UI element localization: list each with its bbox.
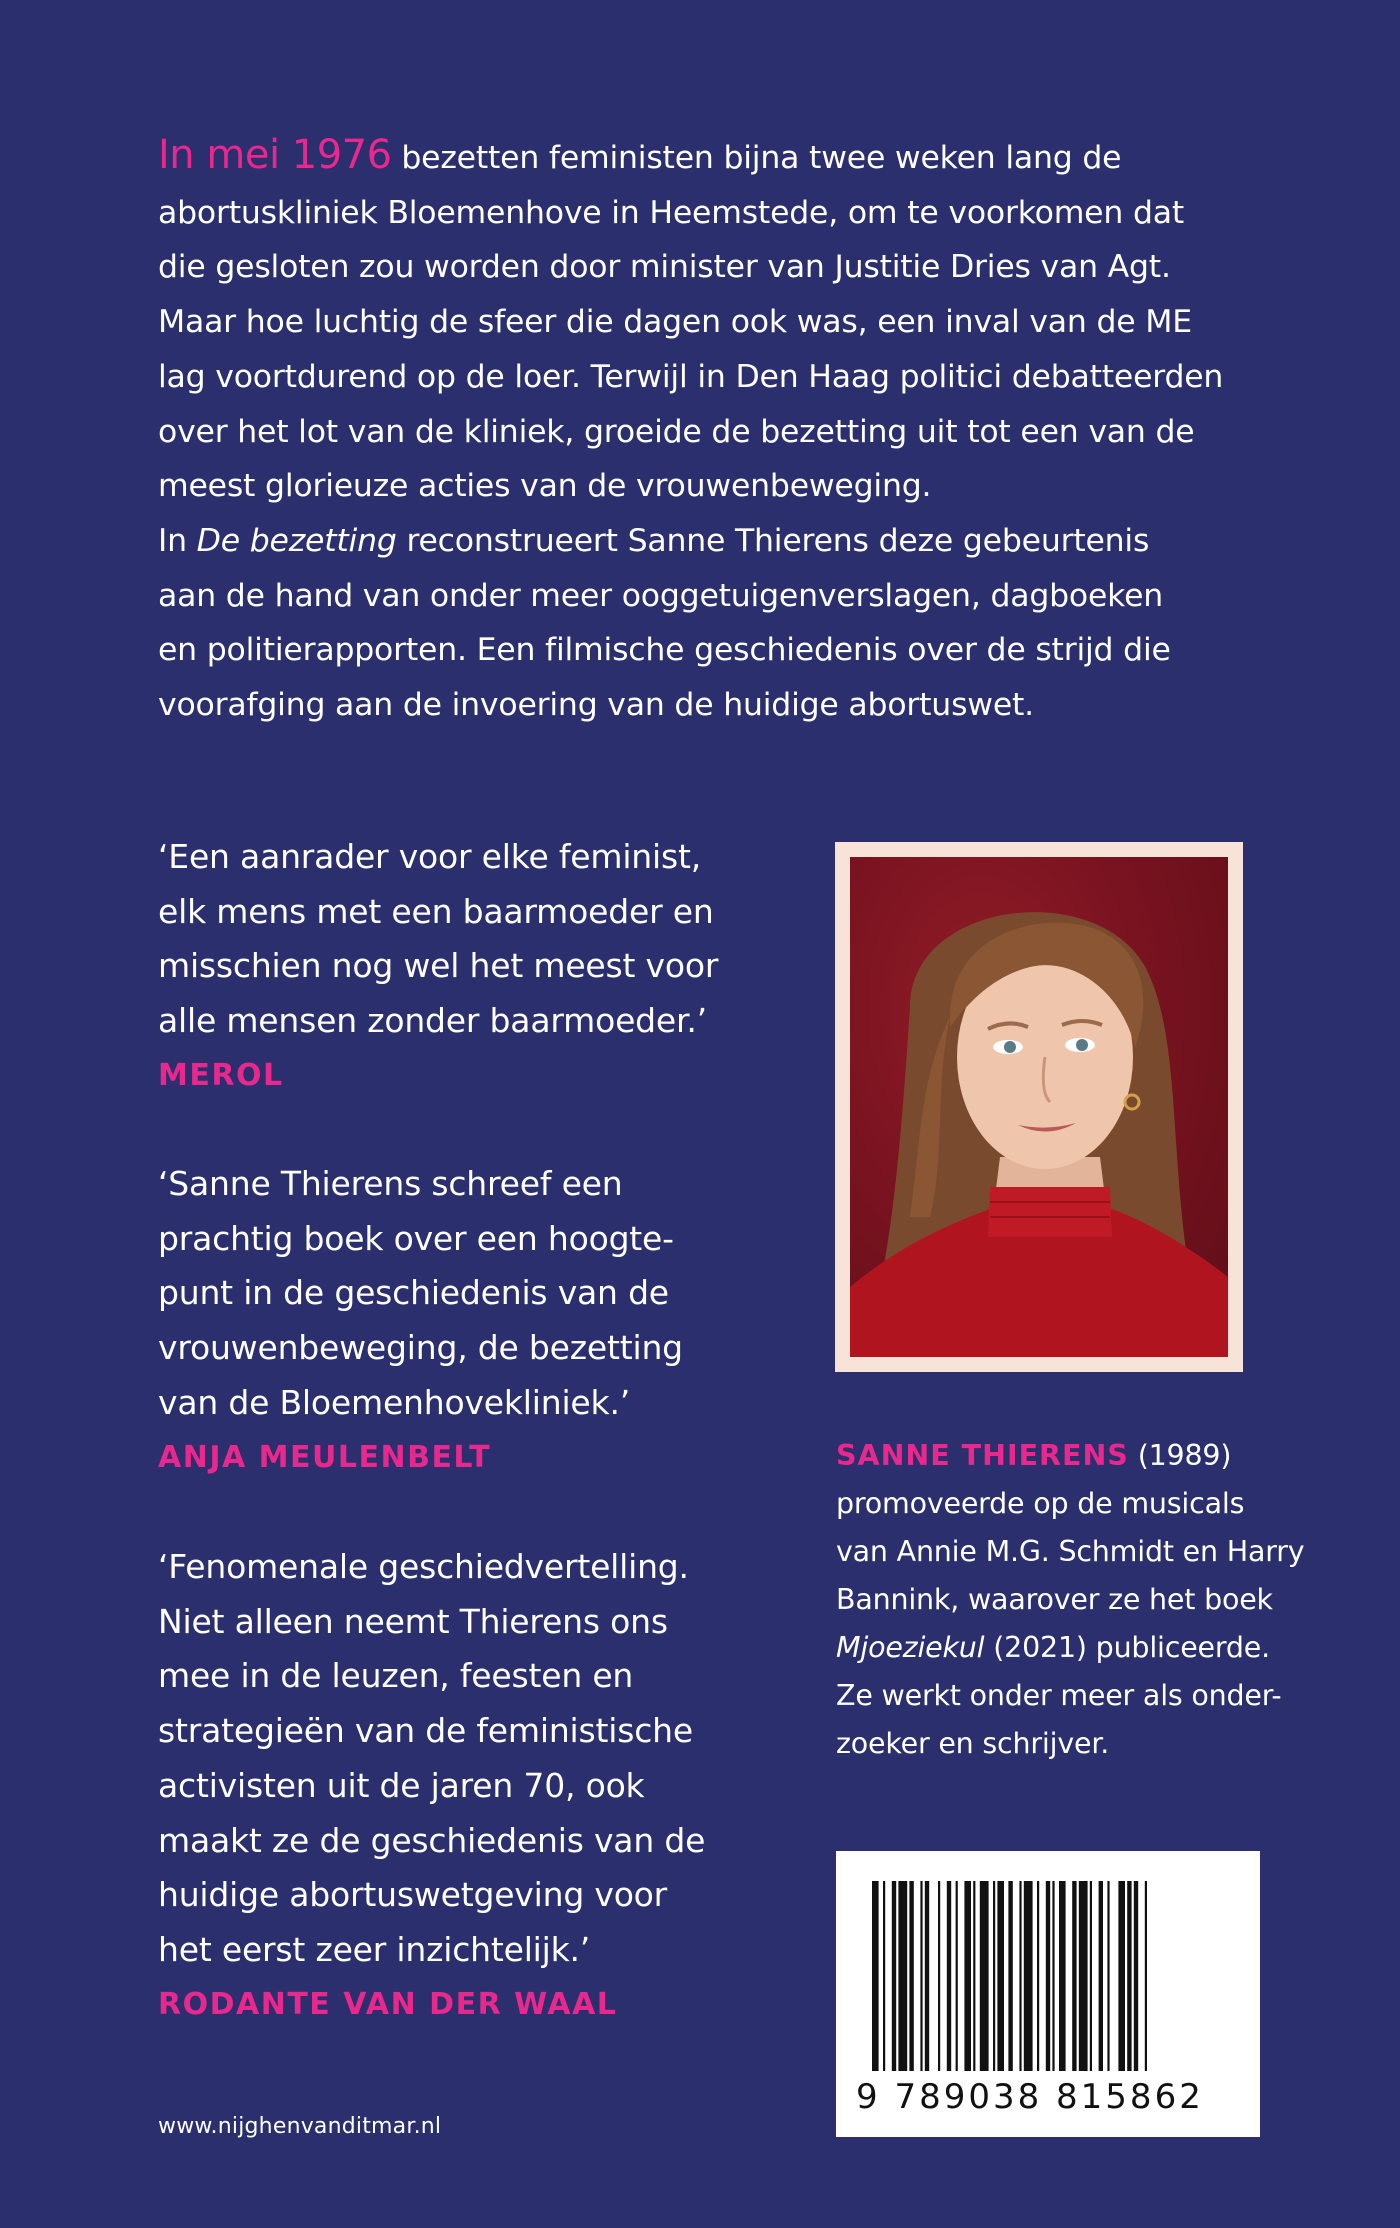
quote-line: ‘Een aanrader voor elke feminist, (158, 837, 702, 876)
book-blurb (158, 128, 1308, 733)
barcode-bar (1118, 1881, 1125, 2071)
bio-line: Bannink, waarover ze het boek (836, 1583, 1273, 1616)
bio-line: Ze werkt onder meer als onder- (836, 1679, 1282, 1712)
blurb-line: Maar hoe luchtig de sfeer die dagen ook was, een inval van de ME (158, 304, 1192, 341)
barcode-bar (872, 1881, 879, 2071)
bio-line: zoeker en schrijver. (836, 1727, 1110, 1760)
bio-line: van Annie M.G. Schmidt en Harry (836, 1535, 1305, 1568)
quote-line: huidige abortuswetgeving voor (158, 1875, 668, 1915)
barcode-bar (1145, 1881, 1147, 2071)
barcode-bar (956, 1881, 958, 2071)
barcode-bar (1059, 1881, 1066, 2071)
barcode-bar (1037, 1881, 1039, 2071)
barcode-bar (898, 1881, 907, 2071)
barcode-bar (1024, 1881, 1033, 2071)
blurb-line: aan de hand van onder meer ooggetuigenverslagen, dagboeken (158, 577, 1164, 614)
quote-line: maakt ze de geschiedenis van de (158, 1820, 706, 1860)
quote-line: mee in de leuzen, feesten en (158, 1656, 634, 1696)
quote-author: RODANTE VAN DER WAAL (158, 1986, 618, 2022)
blurb-text: reconstrueert Sanne Thierens deze gebeurtenis (396, 522, 1150, 559)
blurb-text: In (158, 522, 197, 559)
quote-line: van de Bloemenhovekliniek.’ (158, 1382, 631, 1422)
quote-author: MEROL (158, 1057, 284, 1093)
quote-line: het eerst zeer inzichtelijk.’ (158, 1929, 591, 1969)
quote-anja-meulenbelt (158, 1157, 778, 1485)
barcode-bar (1127, 1881, 1131, 2071)
quote-merol (158, 830, 778, 1104)
author-bio (836, 1432, 1316, 1768)
quote-line: punt in de geschiedenis van de (158, 1273, 669, 1313)
barcode-bar (909, 1881, 913, 2071)
barcode-bar (883, 1881, 885, 2071)
barcode-bar (925, 1881, 929, 2071)
isbn-barcode (836, 1851, 1260, 2137)
author-photo-frame (835, 842, 1243, 1372)
blurb-lead: In mei 1976 (158, 132, 392, 178)
blurb-line: lag voortdurend op de loer. Terwijl in Den Haag politici debatteerden (158, 358, 1224, 395)
author-birth-year: (1989) (1128, 1439, 1232, 1472)
barcode-bar (1079, 1881, 1088, 2071)
barcode-bar (1019, 1881, 1021, 2071)
blurb-line: en politierapporten. Een filmische geschiedenis over de strijd die (158, 632, 1171, 669)
author-name: SANNE THIERENS (836, 1439, 1129, 1472)
quote-line: misschien nog wel het meest voor (158, 946, 719, 986)
barcode-bar (1046, 1881, 1050, 2071)
publisher-website: www.nijghenvanditmar.nl (158, 2114, 442, 2139)
bio-line: promoveerde op de musicals (836, 1487, 1245, 1520)
barcode-bar (1099, 1881, 1103, 2071)
author-portrait-illustration (850, 857, 1228, 1357)
barcode-bar (938, 1881, 940, 2071)
barcode-bar (980, 1881, 989, 2071)
barcode-bar (892, 1881, 896, 2071)
quote-line: elk mens met een baarmoeder en (158, 891, 714, 931)
barcode-bar (993, 1881, 995, 2071)
barcode-bar (973, 1881, 975, 2071)
quote-line: ‘Fenomenale geschiedvertelling. (158, 1547, 689, 1586)
quote-line: ‘Sanne Thierens schreef een (158, 1164, 623, 1203)
book-title: De bezetting (196, 522, 397, 559)
quote-line: Niet alleen neemt Thierens ons (158, 1601, 668, 1641)
blurb-line: meest glorieuze acties van de vrouwenbeweging. (158, 468, 932, 505)
blurb-line: die gesloten zou worden door minister van Justitie Dries van Agt. (158, 249, 1171, 286)
barcode-bar (947, 1881, 951, 2071)
barcode-bar (1134, 1881, 1138, 2071)
blurb-line: abortuskliniek Bloemenhove in Heemstede, om te voorkomen dat (158, 194, 1184, 231)
blurb-line: bezetten feministen bijna twee weken lang de (391, 140, 1122, 176)
isbn-number: 9 789038 815862 (856, 2077, 1204, 2117)
blurb-line: voorafging aan de invoering van de huidige abortuswet. (158, 687, 1034, 724)
quote-line: vrouwenbeweging, de bezetting (158, 1328, 683, 1368)
barcode-bar (1072, 1881, 1076, 2071)
quote-author: ANJA MEULENBELT (158, 1439, 492, 1475)
quote-line: activisten uit de jaren 70, ook (158, 1765, 645, 1805)
blurb-paragraph-2 (158, 514, 1308, 733)
barcode-bar (997, 1881, 1004, 2071)
barcode-bar (1052, 1881, 1054, 2071)
bio-book-title: Mjoeziekul (836, 1631, 985, 1664)
blurb-paragraph-1 (158, 128, 1308, 514)
quote-line: strategieën van de feministische (158, 1711, 693, 1751)
author-photo (850, 857, 1228, 1357)
barcode-bar (920, 1881, 922, 2071)
barcode-bar (964, 1881, 971, 2071)
barcode-bar (1008, 1881, 1012, 2071)
quote-line: prachtig boek over een hoogte- (158, 1218, 674, 1258)
barcode-bar (1090, 1881, 1092, 2071)
quote-line: alle mensen zonder baarmoeder.’ (158, 1001, 707, 1041)
blurb-line: over het lot van de kliniek, groeide de bezetting uit tot een van de (158, 413, 1195, 450)
quote-rodante-van-der-waal (158, 1540, 778, 2032)
barcode-bar (1107, 1881, 1109, 2071)
bio-line: (2021) publiceerde. (984, 1631, 1270, 1664)
